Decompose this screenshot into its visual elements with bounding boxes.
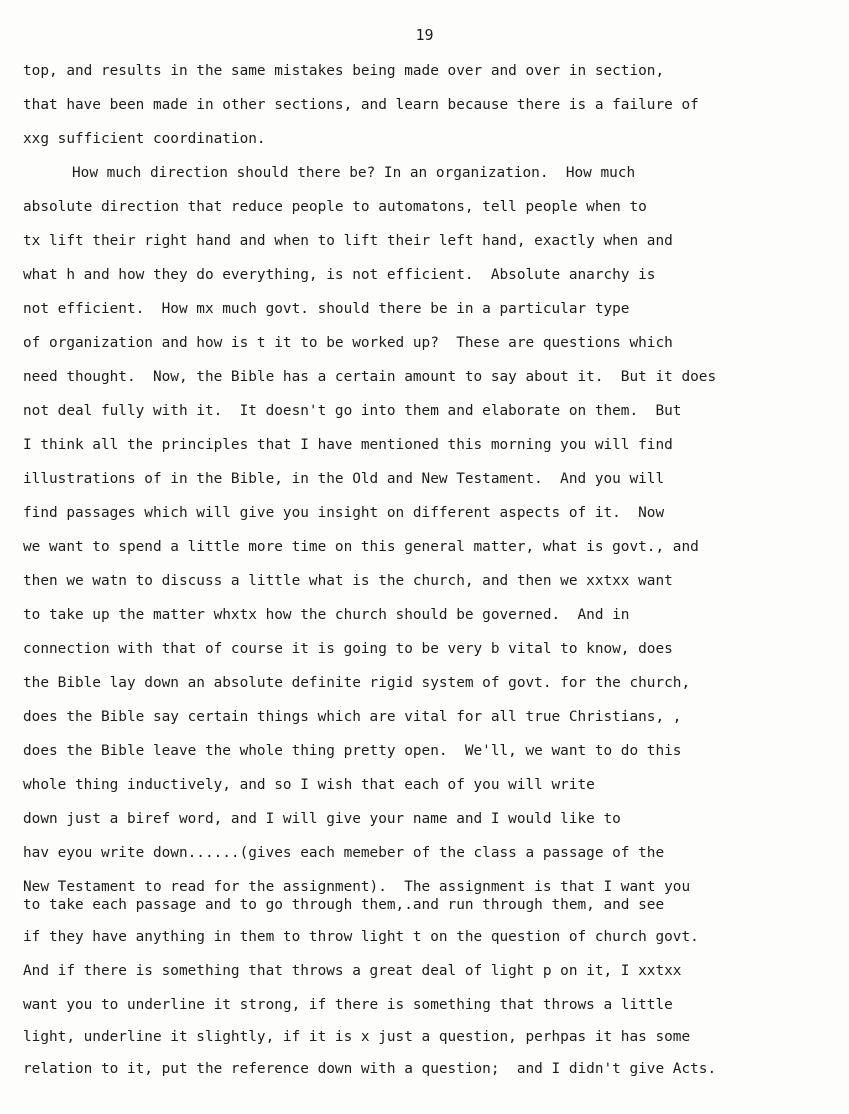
text-line: not deal fully with it. It doesn't go into them and elaborate on them. But <box>23 403 682 419</box>
text-line: not efficient. How mx much govt. should there be in a particular type <box>23 301 630 317</box>
text-line: then we watn to discuss a little what is the church, and then we xxtxx want <box>23 573 673 589</box>
text-line: we want to spend a little more time on this general matter, what is govt., and <box>23 539 699 555</box>
text-line: xxg sufficient coordination. <box>23 131 266 147</box>
text-line: whole thing inductively, and so I wish that each of you will write <box>23 777 595 793</box>
text-line: find passages which will give you insight on different aspects of it. Now <box>23 505 665 521</box>
text-line: to take each passage and to go through them,.and run through them, and see <box>23 897 665 913</box>
text-line: hav eyou write down......(gives each memeber of the class a passage of the <box>23 845 665 861</box>
text-line: And if there is something that throws a great deal of light p on it, I xxtxx <box>23 963 682 979</box>
text-line: the Bible lay down an absolute definite rigid system of govt. for the church, <box>23 675 691 691</box>
text-line: illustrations of in the Bible, in the Old and New Testament. And you will <box>23 471 665 487</box>
text-line: down just a biref word, and I will give your name and I would like to <box>23 811 621 827</box>
text-line: I think all the principles that I have mentioned this morning you will find <box>23 437 673 453</box>
text-line: absolute direction that reduce people to automatons, tell people when to <box>23 199 647 215</box>
text-line: that have been made in other sections, and learn because there is a failure of <box>23 97 699 113</box>
text-line: does the Bible say certain things which are vital for all true Christians, , <box>23 709 682 725</box>
text-line: relation to it, put the reference down with a question; and I didn't give Acts. <box>23 1061 717 1077</box>
text-line: need thought. Now, the Bible has a certain amount to say about it. But it does <box>23 369 717 385</box>
text-line: what h and how they do everything, is not efficient. Absolute anarchy is <box>23 267 656 283</box>
paragraph-first-line: How much direction should there be? In an organization. How much <box>72 165 636 181</box>
text-line: light, underline it slightly, if it is x just a question, perhpas it has some <box>23 1029 691 1045</box>
text-line: want you to underline it strong, if there is something that throws a little <box>23 997 673 1013</box>
text-line: connection with that of course it is going to be very b vital to know, does <box>23 641 673 657</box>
text-line: does the Bible leave the whole thing pretty open. We'll, we want to do this <box>23 743 682 759</box>
text-line: of organization and how is t it to be worked up? These are questions which <box>23 335 673 351</box>
text-line: tx lift their right hand and when to lift their left hand, exactly when and <box>23 233 673 249</box>
text-line: if they have anything in them to throw light t on the question of church govt. <box>23 929 699 945</box>
text-line: top, and results in the same mistakes being made over and over in section, <box>23 63 665 79</box>
text-line: to take up the matter whxtx how the church should be governed. And in <box>23 607 630 623</box>
page-number: 19 <box>415 26 434 44</box>
text-line: New Testament to read for the assignment). The assignment is that I want you <box>23 879 691 895</box>
